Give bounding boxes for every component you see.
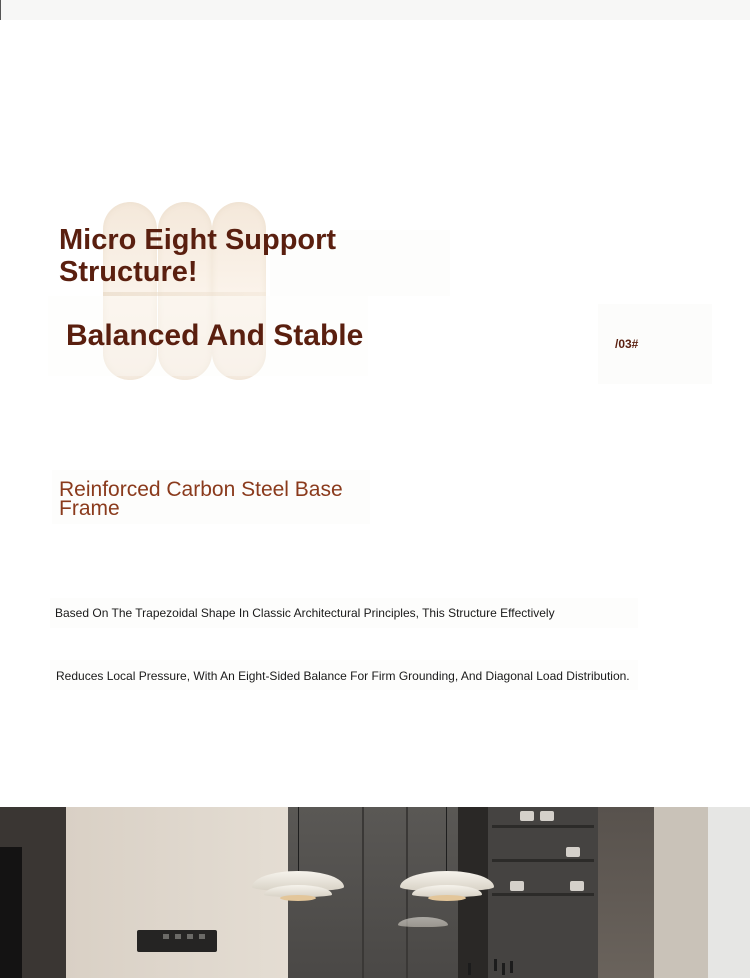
photo-utensil [494, 959, 497, 971]
top-edge-line [0, 0, 1, 20]
photo-lamp-cord [446, 807, 447, 875]
photo-dish [566, 847, 580, 857]
photo-right-wall [654, 807, 708, 978]
page-number: /03# [615, 337, 639, 351]
photo-switch-key [163, 934, 169, 939]
subheadline: Balanced And Stable [66, 319, 364, 352]
photo-shelf [492, 859, 594, 862]
photo-lamp-glow [280, 895, 316, 901]
photo-lamp-reflection [398, 917, 448, 927]
description-line-2: Reduces Local Pressure, With An Eight-Sided Balance For Firm Grounding, And Diagonal Load Distribution. [56, 669, 630, 683]
photo-lamp-cord [298, 807, 299, 875]
photo-dish [510, 881, 524, 891]
photo-cabinet-seam [362, 807, 364, 978]
photo-shelf [492, 825, 594, 828]
headline: Micro Eight Support Structure! [59, 224, 337, 288]
photo-utensil [510, 961, 513, 973]
description-line-1: Based On The Trapezoidal Shape In Classic Architectural Principles, This Structure Effectively [55, 606, 555, 620]
photo-utensil [502, 963, 505, 975]
photo-dish [570, 881, 584, 891]
photo-switch-key [187, 934, 193, 939]
photo-tv-screen [0, 847, 22, 978]
photo-dish [540, 811, 554, 821]
photo-lamp-glow [428, 895, 466, 901]
feature-title: Reinforced Carbon Steel Base Frame [59, 478, 343, 520]
photo-shelf [492, 893, 594, 896]
photo-cabinet-seam [406, 807, 408, 978]
kitchen-interior-photo [0, 807, 750, 978]
photo-switch-key [199, 934, 205, 939]
photo-switch-key [175, 934, 181, 939]
photo-right-edge [708, 807, 750, 978]
photo-dish [520, 811, 534, 821]
photo-beige-wall [66, 807, 288, 978]
top-divider-strip [0, 0, 750, 20]
photo-utensil [468, 963, 471, 975]
photo-glass-cabinet [598, 807, 654, 978]
